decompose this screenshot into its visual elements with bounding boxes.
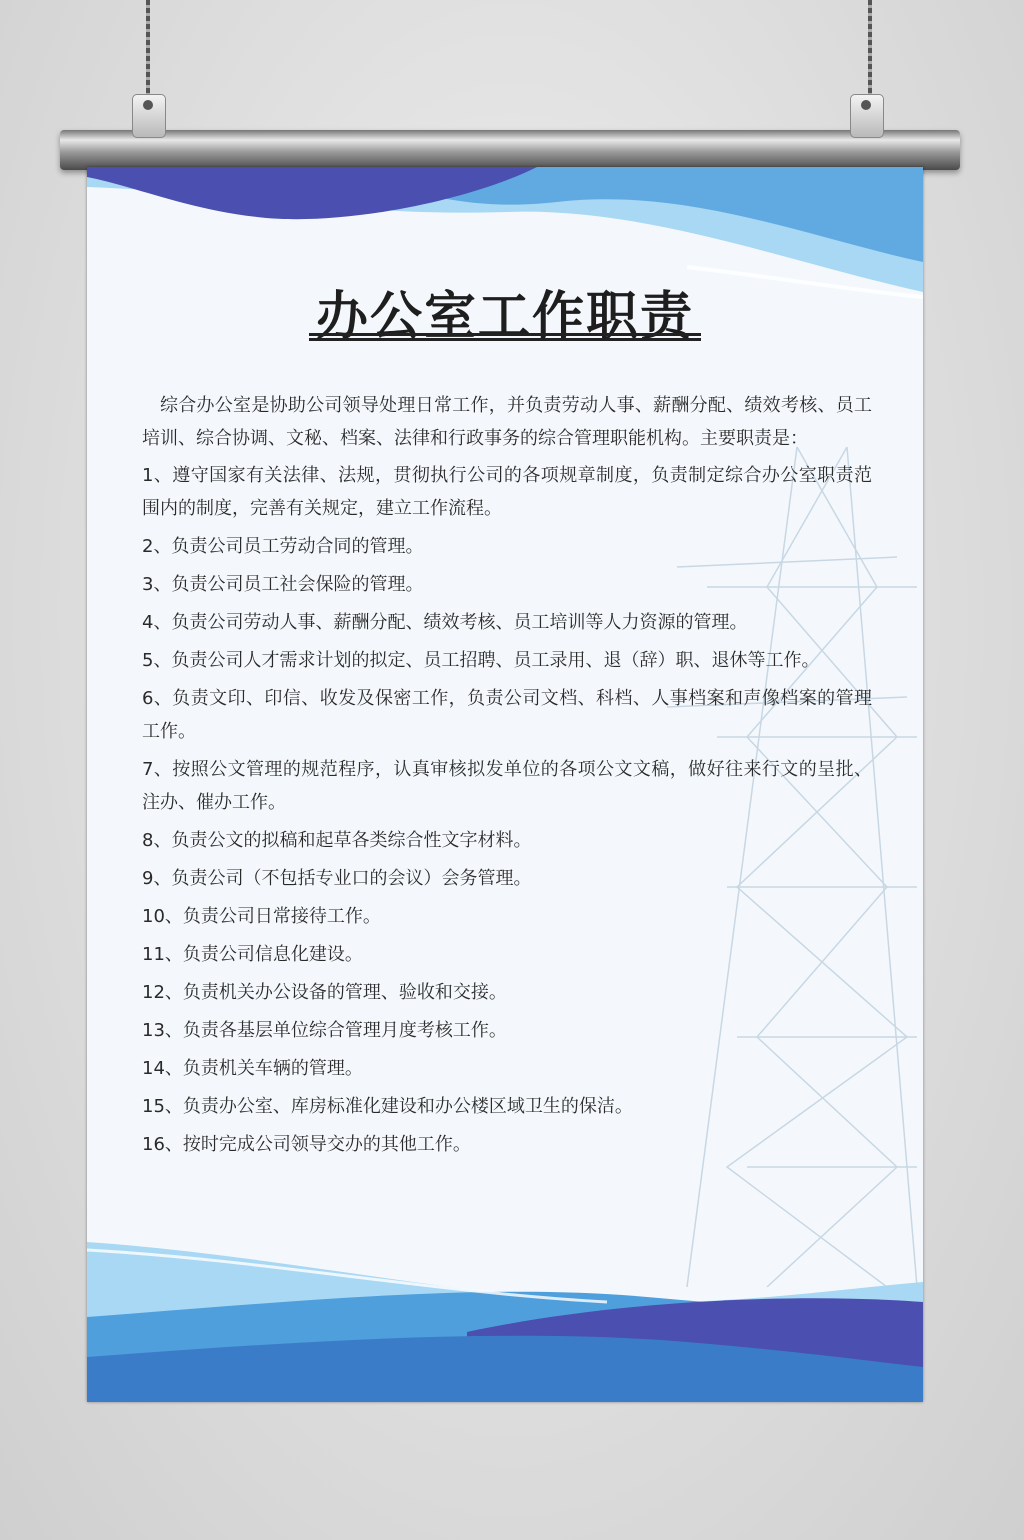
duty-item: 4、负责公司劳动人事、薪酬分配、绩效考核、员工培训等人力资源的管理。: [142, 612, 748, 633]
page-title: 办公室工作职责: [315, 287, 694, 347]
duty-item: 12、负责机关办公设备的管理、验收和交接。: [142, 982, 507, 1003]
poster-clip-right: [850, 94, 884, 138]
title-double-underline: [309, 333, 701, 341]
duty-item: 8、负责公文的拟稿和起草各类综合性文字材料。: [142, 830, 532, 851]
duty-item: 5、负责公司人才需求计划的拟定、员工招聘、员工录用、退（辞）职、退休等工作。: [142, 650, 820, 671]
hanging-chain-right: [868, 0, 872, 100]
content-area: [142, 389, 872, 1166]
duty-item: 2、负责公司员工劳动合同的管理。: [142, 536, 424, 557]
bottom-wave-decoration: [87, 1222, 923, 1402]
duty-list: [142, 459, 872, 1161]
duty-item: 7、按照公文管理的规范程序，认真审核拟发单位的各项公文文稿，做好往来行文的呈批、注办、催办工作。: [142, 759, 872, 813]
duty-item: 16、按时完成公司领导交办的其他工作。: [142, 1134, 471, 1155]
intro-paragraph: 综合办公室是协助公司领导处理日常工作，并负责劳动人事、薪酬分配、绩效考核、员工培训、综合协调、文秘、档案、法律和行政事务的综合管理职能机构。主要职责是：: [142, 395, 872, 449]
duty-item: 9、负责公司（不包括专业口的会议）会务管理。: [142, 868, 532, 889]
duty-item: 10、负责公司日常接待工作。: [142, 906, 381, 927]
duty-item: 13、负责各基层单位综合管理月度考核工作。: [142, 1020, 507, 1041]
duty-item: 1、遵守国家有关法律、法规，贯彻执行公司的各项规章制度，负责制定综合办公室职责范围内的制度，完善有关规定，建立工作流程。: [142, 465, 872, 519]
duty-item: 11、负责公司信息化建设。: [142, 944, 363, 965]
duty-item: 15、负责办公室、库房标准化建设和办公楼区域卫生的保洁。: [142, 1096, 633, 1117]
poster: [87, 167, 923, 1402]
hanging-chain-left: [146, 0, 150, 100]
duty-item: 6、负责文印、印信、收发及保密工作，负责公司文档、科档、人事档案和声像档案的管理工作。: [142, 688, 872, 742]
poster-hanging-rod: [60, 130, 960, 170]
duty-item: 14、负责机关车辆的管理。: [142, 1058, 363, 1079]
poster-clip-left: [132, 94, 166, 138]
duty-item: 3、负责公司员工社会保险的管理。: [142, 574, 424, 595]
